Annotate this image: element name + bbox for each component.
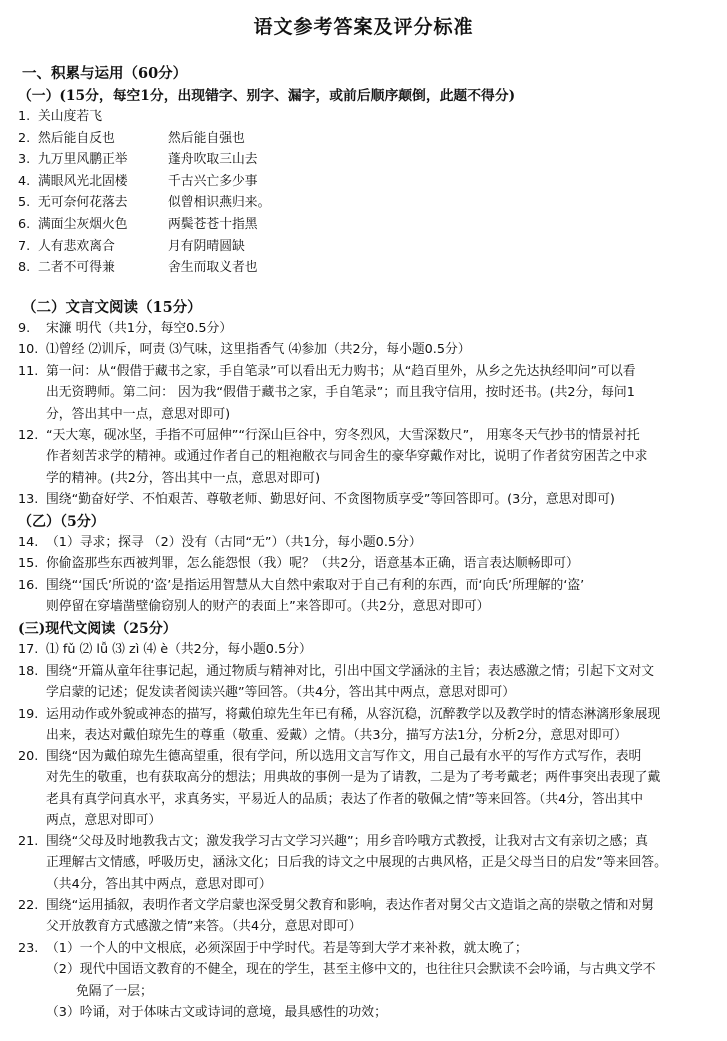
list-item bbox=[18, 236, 715, 257]
answer-10: 10. ⑴曾经 ⑵训斥，呵责 ⑶气味，这里指香气 ⑷参加（共2分，每小题0.5分） bbox=[18, 342, 471, 357]
list-item bbox=[18, 257, 715, 278]
answer-20: 20. 围绕“因为戴伯琼先生德高望重，很有学问，所以选用文言写作文，用自己最有水平的写作方式写作，表明 对先生的敬重，也有获取高分的想法；用典故的事例一是为了请教，二是为了考考戴老；两件事突出表现了戴 老具有真学问真水平，求真务实，平易近人的品质；表达了作者的敬佩之情”等来回答。（共4分，答出其中 两点，意思对即可） bbox=[18, 749, 661, 829]
list-item bbox=[18, 192, 715, 213]
item-number: 4. bbox=[18, 173, 31, 189]
part-heading-b: （乙）（5分） bbox=[18, 514, 105, 530]
answer-19: 19. 运用动作或外貌或神态的描写，将戴伯琼先生年已有稀，从容沉稳，沉醉教学以及教学时的情态淋漓形象展现 出来，表达对戴伯琼先生的尊重（敬重、爱戴）之情。（共3分，描写方法1分，分析2分，意思对即可） bbox=[18, 707, 661, 744]
item-number: 3. bbox=[18, 152, 31, 168]
answer-part-b: 千古兴亡多少事 bbox=[168, 173, 258, 189]
answer-part-a: 满面尘灰烟火色 bbox=[38, 217, 128, 232]
answer-23: 23. （1）一个人的中文根底，必须深固于中学时代。若是等到大学才来补救，就太晚了； （2）现代中国语文教育的不健全，现在的学生，甚至主修中文的，也往往只会默读不会吟诵，与古典文学不 免隔了一层； （3）吟诵，对于体味古文或诗词的意境，最具感性的功效； bbox=[18, 941, 656, 1021]
item-number: 1. bbox=[18, 109, 31, 124]
answer-part-a: 无可奈何花落去 bbox=[38, 195, 128, 211]
list-item bbox=[18, 128, 715, 149]
answer-part-b: 蓬舟吹取三山去 bbox=[168, 152, 258, 168]
answer-part-b: 舍生而取义者也 bbox=[168, 260, 258, 276]
answer-part-b: 两鬓苍苍十指黑 bbox=[168, 217, 258, 232]
answer-18: 18. 围绕“开篇从童年往事记起，通过物质与精神对比，引出中国文学涵泳的主旨；表达感激之情；引起下文对文 学启蒙的记述；促发读者阅读兴趣”等回答。（共4分，答出其中两点，意思对即可） bbox=[18, 664, 655, 701]
list-item bbox=[18, 214, 715, 235]
part-heading-1: （一）(15分，每空1分，出现错字、别字、漏字，或前后顺序颠倒，此题不得分) bbox=[18, 88, 516, 104]
answer-part-a: 人有悲欢离合 bbox=[38, 238, 115, 254]
answer-11: 11. 第一问：从“假借于藏书之家，手自笔录”可以看出无力购书；从“趋百里外，从乡之先达执经叩问”可以看 出无资聘师。第二问： 因为我“假借于藏书之家，手自笔录”；而且我守信用，按时还书。(共2分，每问1 分，答出其中一点，意思对即可) bbox=[18, 364, 636, 422]
answer-15: 15. 你偷盗那些东西被判罪，怎么能怨恨（我）呢？（共2分，语意基本正确，语言表达顺畅即可） bbox=[18, 556, 579, 571]
answer-part-a: 然后能自反也 bbox=[38, 130, 115, 146]
list-item bbox=[18, 171, 715, 192]
answer-9: 9. 宋濂 明代（共1分，每空0.5分） bbox=[18, 321, 233, 336]
answer-21: 21. 围绕“父母及时地教我古文；激发我学习古文学习兴趣”；用乡音吟哦方式教授，让我对古文有亲切之感；真 正理解古文情感，呼吸历史，涵泳文化；日后我的诗文之中展现的古典风格，正是父母当日的启发”等来回答。 （共4分，答出其中两点，意思对即可） bbox=[18, 834, 667, 892]
answer-part-a: 满眼风光北固楼 bbox=[38, 173, 128, 189]
item-number: 7. bbox=[18, 238, 31, 254]
item-number: 8. bbox=[18, 260, 31, 276]
answer-part-b: 然后能自强也 bbox=[168, 130, 245, 146]
section-heading-modern: (三)现代文阅读（25分） bbox=[18, 621, 177, 637]
answer-part-a: 二者不可得兼 bbox=[38, 260, 115, 276]
list-item bbox=[18, 149, 715, 170]
answer-13: 13. 围绕“勤奋好学、不怕艰苦、尊敬老师、勤思好问、不贪图物质享受”等回答即可。(3分，意思对即可) bbox=[18, 492, 615, 507]
page-title: 语文参考答案及评分标准 bbox=[253, 16, 474, 38]
section-heading-classical: （二）文言文阅读（15分） bbox=[22, 299, 202, 316]
answer-16: 16. 围绕“‘国氏’所说的‘盗’是指运用智慧从大自然中索取对于自己有利的东西，而‘向氏’所理解的‘盗’ 则停留在穿墙凿壁偷窃别人的财产的表面上”来答即可。（共2分，意思对即可） bbox=[18, 578, 585, 615]
answer-part-b: 似曾相识燕归来。 bbox=[168, 195, 271, 211]
answer-17: 17. ⑴ fǔ ⑵ lǚ ⑶ zì ⑷ è（共2分，每小题0.5分） bbox=[18, 642, 312, 657]
answer-part-a: 九万里风鹏正举 bbox=[38, 152, 128, 168]
section-heading-accumulation: 一、积累与运用（60分） bbox=[22, 65, 188, 82]
answer-part-a: 关山度若飞 bbox=[38, 109, 102, 124]
answer-22: 22. 围绕“运用插叙，表明作者文学启蒙也深受舅父教育和影响，表达作者对舅父古文造诣之高的崇敬之情和对舅 父开放教育方式感激之情”来答。（共4分，意思对即可） bbox=[18, 898, 655, 935]
list-item bbox=[18, 106, 715, 127]
answer-part-b: 月有阴晴圆缺 bbox=[168, 238, 245, 254]
answer-14: 14. （1）寻求；探寻 （2）没有（古同“无”）（共1分，每小题0.5分） bbox=[18, 535, 422, 550]
answer-12: 12. “天大寒，砚冰坚，手指不可屈伸”“行深山巨谷中，穷冬烈风，大雪深数尺”， 用寒冬天气抄书的情景衬托 作者刻苦求学的精神。或通过作者自己的粗袍敝衣与同舍生的豪华穿戴作对比，说明了作者贫穷困苦之中求 学的精神。(共2分，答出其中一点，意思对即可) bbox=[18, 428, 648, 486]
item-number: 2. bbox=[18, 130, 31, 146]
item-number: 5. bbox=[18, 195, 31, 211]
item-number: 6. bbox=[18, 217, 31, 232]
